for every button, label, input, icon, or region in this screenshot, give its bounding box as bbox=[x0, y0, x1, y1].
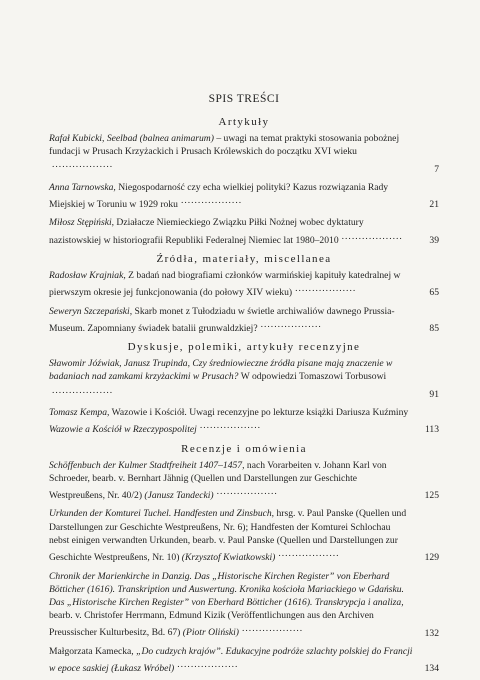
entry-page-number: 91 bbox=[429, 388, 439, 400]
entry-details: nach Vorarbeiten v. Johann Karl von Schroeder, bearb. v. Bernhart Jähnig (Quellen und Darstellungen zur Geschichte Westpreußens, Nr. 40/2) bbox=[49, 459, 387, 502]
toc-entry bbox=[49, 406, 439, 437]
toc-title: SPIS TREŚCI bbox=[208, 93, 280, 105]
entry-page-number: 85 bbox=[429, 323, 439, 335]
entry-author-title: Rafał Kubicki, Seelbad (balnea animarum) bbox=[49, 133, 214, 144]
toc-entry bbox=[49, 132, 439, 176]
section-heading-articles: Artykuły bbox=[218, 116, 270, 128]
entry-author: Anna Tarnowska, bbox=[49, 181, 116, 193]
entry-author-title: Sławomir Jóźwiak, Janusz Trupinda, Czy średniowieczne źródła pisane mają znaczenie w badaniach nad zamkami krzyżackimi w Prusach? bbox=[49, 358, 393, 383]
entry-author: Tomasz Kempa, bbox=[49, 407, 110, 419]
entry-title: Niegospodarność czy echa wielkiej polityki? Kazus rozwiązania Rady Miejskiej w Toruniu w 1929 roku bbox=[49, 181, 389, 211]
section-heading-reviews: Recenzje i omówienia bbox=[181, 442, 307, 455]
entry-title: W odpowiedzi Tomaszowi Torbusowi bbox=[238, 371, 387, 383]
entry-title: Działacze Niemieckiego Związku Piłki Nożnej wobec dyktatury nazistowskiej w historiografii Republiki Federalnej Niemiec lat 1980–2010 bbox=[49, 217, 364, 246]
section-heading-discussions: Dyskusje, polemiki, artykuły recenzyjne bbox=[127, 341, 361, 354]
section-heading-sources: Źródła, materiały, miscellanea bbox=[156, 253, 332, 266]
entry-work-title: Chronik der Marienkirche in Danzig. Das „Historische Kirchen Register” von Eberhard Bötticher (1616). Transkription und Auswertung. Kronika kościoła Mariackiego w Gdańsku. Das „Historische Kirchen Register” von Eberhard Bötticher (1616). Transkrypcja i analiza, bbox=[49, 570, 404, 608]
entry-book-title: Wazowie a Kościół w Rzeczypospolitej bbox=[49, 424, 197, 436]
toc-entry bbox=[49, 357, 439, 401]
entry-work-title: „Do cudzych krajów”. Edukacyjne podróże szlachty polskiej do Francji w epoce saskiej (Łukasz Wróbel) bbox=[49, 645, 413, 675]
entry-page-number: 113 bbox=[424, 424, 439, 436]
entry-title: Wazowie i Kościół. Uwagi recenzyjne po lekturze książki Dariusza Kuźminy bbox=[109, 407, 409, 419]
entry-page-number: 129 bbox=[424, 552, 439, 564]
toc-entry bbox=[49, 645, 439, 676]
entry-page-number: 132 bbox=[424, 627, 439, 639]
toc-entry bbox=[49, 181, 439, 212]
entry-title: Skarb monet z Tułodziadu w świetle archiwaliów dawnego Prussia-Museum. Zapomniany świadek batalii grunwaldzkiej? bbox=[49, 305, 395, 335]
entry-reviewer: (Krzysztof Kwiatkowski) bbox=[181, 552, 276, 564]
entry-author: Seweryn Szczepański, bbox=[49, 305, 133, 317]
entry-page-number: 21 bbox=[429, 199, 439, 211]
entry-reviewer: (Piotr Oliński) bbox=[182, 627, 239, 639]
table-of-contents bbox=[49, 93, 439, 680]
entry-work-title: Schöffenbuch der Kulmer Stadtfreiheit 1407–1457, bbox=[49, 459, 245, 471]
toc-entry bbox=[49, 570, 439, 640]
toc-entry bbox=[49, 305, 439, 336]
entry-reviewer: (Janusz Tandecki) bbox=[144, 490, 214, 502]
entry-details: hrsg. v. Paul Panske (Quellen und Darstellungen zur Geschichte Westpreußens, Nr. 6); Handfesten der Komturei Schlochau nebst einigen verwandten Urkunden, bearb. v. Paul Panske (Quellen und Darstellungen zur Geschichte Westpreußens, Nr. 10) bbox=[49, 508, 407, 564]
entry-page-number: 134 bbox=[424, 663, 439, 675]
entry-title: – uwagi na temat praktyki stosowania pobożnej fundacji w Prusach Krzyżackich i Prusach Królewskich do początku XVI wieku bbox=[49, 133, 400, 158]
entry-page-number: 7 bbox=[434, 163, 439, 175]
toc-entry bbox=[49, 507, 439, 564]
entry-page-number: 39 bbox=[429, 234, 439, 246]
entry-page-number: 65 bbox=[429, 287, 439, 299]
toc-entry bbox=[49, 216, 439, 247]
toc-entry bbox=[49, 459, 439, 503]
entry-page-number: 125 bbox=[424, 490, 439, 502]
entry-title: Z badań nad biografiami członków warmińskiej kapituły katedralnej w pierwszym okresie jej funkcjonowania (do połowy XIV wieku) bbox=[49, 270, 401, 299]
entry-author: Małgorzata Kamecka, bbox=[49, 645, 137, 657]
entry-details: bearb. v. Christofer Herrmann, Edmund Kizik (Veröffentlichungen aus den Archiven Preussischer Kulturbesitz, Bd. 67) bbox=[49, 610, 374, 639]
entry-author: Miłosz Stępiński, bbox=[49, 217, 115, 229]
entry-author: Radosław Krajniak, bbox=[49, 270, 126, 282]
toc-entry bbox=[49, 269, 439, 300]
entry-work-title: Urkunden der Komturei Tuchel. Handfesten und Zinsbuch, bbox=[49, 508, 275, 520]
